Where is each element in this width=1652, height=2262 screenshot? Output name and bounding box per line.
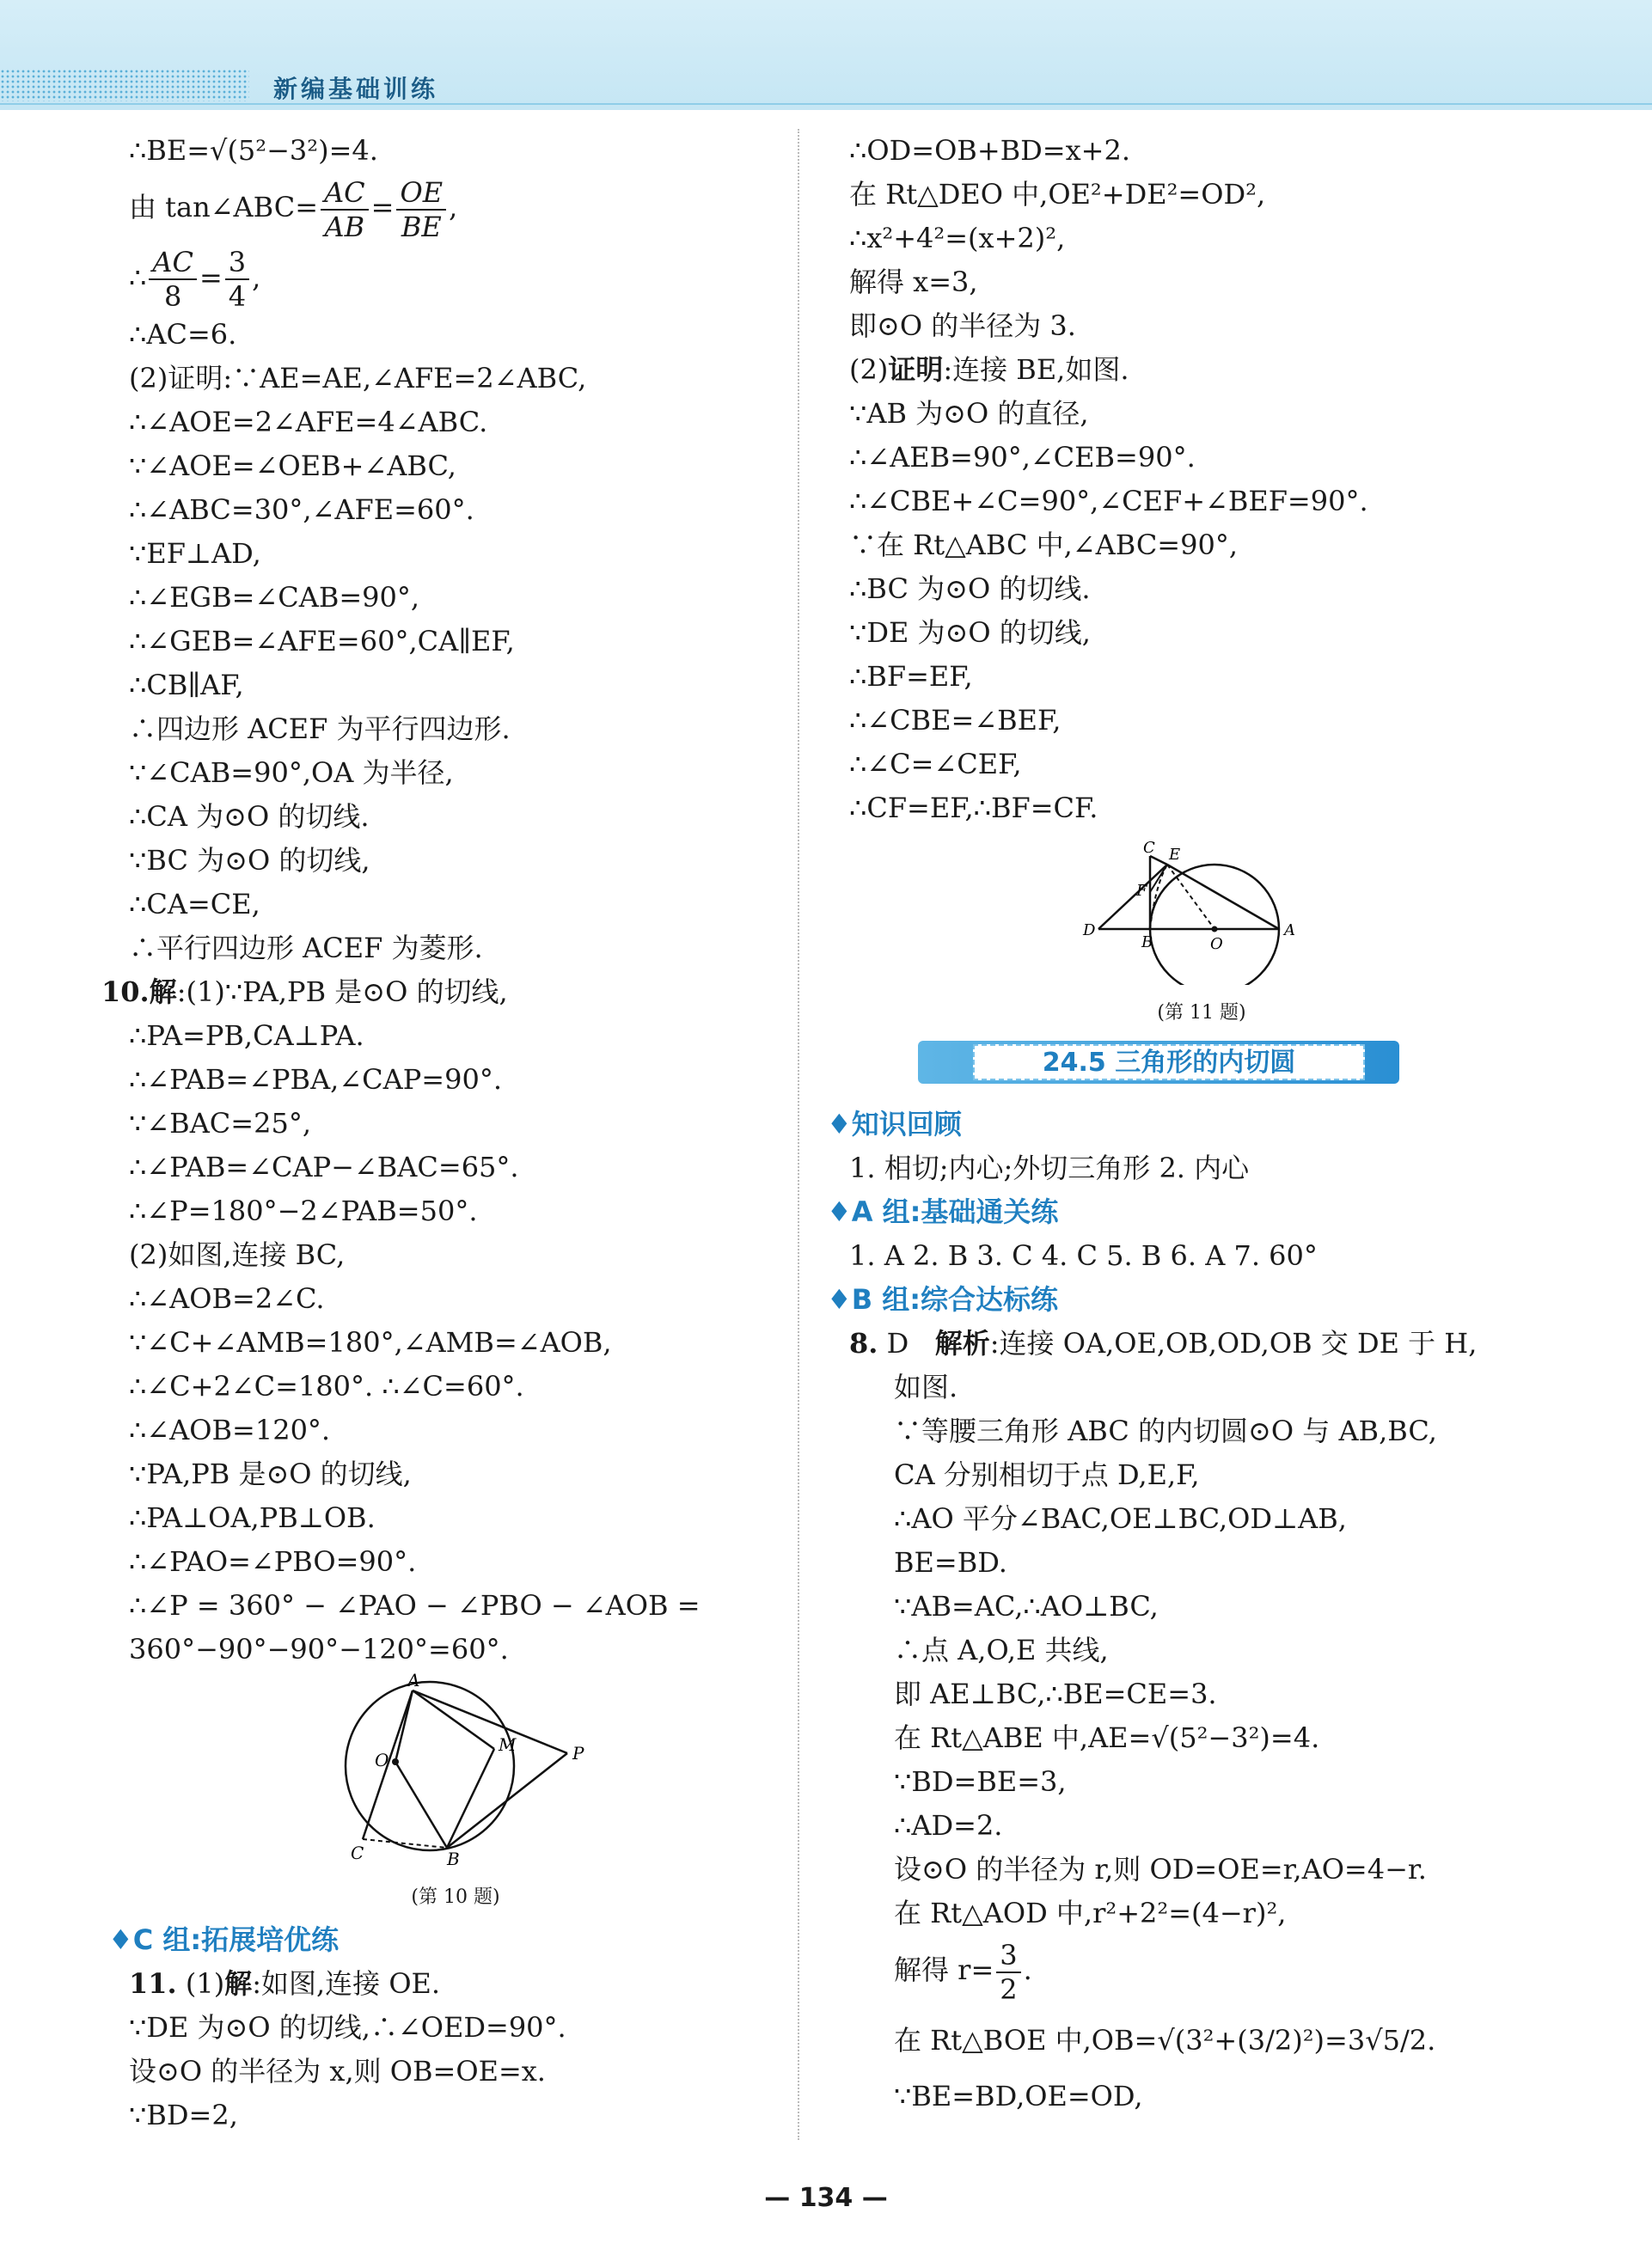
fig11-label-b: B <box>1141 933 1153 951</box>
text-segment: 解得 r= <box>894 1953 994 1986</box>
text-line: ∵BE=BD,OE=OD, <box>894 2079 1143 2112</box>
denominator: AB <box>324 210 365 243</box>
text-line: 即⊙O 的半径为 3. <box>849 309 1076 342</box>
fig11-label-f: F <box>1136 882 1147 900</box>
text-line: ∵∠C+∠AMB=180°,∠AMB=∠AOB, <box>129 1326 612 1359</box>
fig10-label-a: A <box>407 1672 420 1690</box>
text-line: ∴AC=6. <box>129 318 237 351</box>
text-line: ∴AD=2. <box>894 1809 1003 1842</box>
figure-11 <box>849 839 1554 1029</box>
figure-10-caption: (第 10 题) <box>411 1886 500 1908</box>
text-segment: :连接 OA,OE,OB,OD,OB 交 DE 于 H, <box>989 1327 1478 1360</box>
text-line: ∴OD=OB+BD=x+2. <box>849 134 1130 167</box>
figure-11-diagram <box>1073 839 1331 985</box>
text-line-fraction: 解得 r= $\frac{3}{2}$ . <box>894 1938 1032 2006</box>
text-line: ∴∠C=∠CEF, <box>849 748 1022 780</box>
page-header <box>0 0 1652 110</box>
text-line: ∴∠AOE=2∠AFE=4∠ABC. <box>129 406 488 438</box>
fraction <box>396 176 446 243</box>
text-line: ∴AO 平分∠BAC,OE⊥BC,OD⊥AB, <box>894 1502 1347 1535</box>
header-rule <box>0 103 1652 105</box>
fig10-label-b: B <box>447 1849 460 1869</box>
text-line: 设⊙O 的半径为 x,则 OB=OE=x. <box>129 2055 546 2088</box>
text-line: ∴CA=CE, <box>129 888 260 920</box>
fig10-label-m: M <box>499 1734 517 1755</box>
fig11-label-c: C <box>1143 839 1155 857</box>
text-line: CA 分别相切于点 D,E,F, <box>894 1458 1200 1491</box>
text-line: 解得 x=3, <box>849 266 978 298</box>
question-number: 8. <box>849 1327 878 1360</box>
text-line: 即 AE⊥BC,∴BE=CE=3. <box>894 1678 1217 1710</box>
column-divider <box>798 129 799 2140</box>
fraction <box>321 176 369 243</box>
analysis-label: 解析 <box>934 1327 990 1360</box>
page-number: — 134 — <box>764 2183 888 2213</box>
text-line: ∵BD=2, <box>129 2099 238 2131</box>
text-line: ∴BE=√(5²−3²)=4. <box>129 134 378 167</box>
text-line-fraction: ∴ $\frac{AC}{8}$ = $\frac{3}{4}$ , <box>129 246 261 313</box>
fig10-label-o: O <box>375 1750 389 1770</box>
text-line: 在 Rt△ABE 中,AE=√(5²−3²)=4. <box>894 1721 1320 1754</box>
text-line: ∵∠BAC=25°, <box>129 1107 311 1140</box>
text-line: ∴PA⊥OA,PB⊥OB. <box>129 1501 376 1534</box>
denominator: 2 <box>1000 1972 1018 2006</box>
text-line: ∴平行四边形 ACEF 为菱形. <box>129 932 483 964</box>
fig11-label-d: D <box>1083 921 1096 939</box>
text-line: 如图. <box>894 1371 958 1403</box>
text-segment: 由 tan∠ABC= <box>129 191 319 223</box>
text-line: ∴∠AEB=90°,∠CEB=90°. <box>849 441 1196 474</box>
fig11-label-e: E <box>1169 846 1181 864</box>
numerator: AC <box>321 176 369 211</box>
answer-line: 1. A 2. B 3. C 4. C 5. B 6. A 7. 60° <box>849 1239 1318 1272</box>
section-heading-review: ♦知识回顾 <box>827 1108 962 1140</box>
text-line: ∵AB 为⊙O 的直径, <box>849 397 1089 430</box>
text-line: (2)如图,连接 BC, <box>129 1238 346 1271</box>
section-heading-a: ♦A 组:基础通关练 <box>827 1195 1059 1228</box>
fraction <box>996 1939 1020 2006</box>
page-number-value: 134 <box>798 2183 854 2213</box>
text-line: ∵∠AOE=∠OEB+∠ABC, <box>129 449 456 482</box>
text-segment: (2) <box>849 353 889 386</box>
numerator: 3 <box>996 1939 1020 1973</box>
solution-label: 解 <box>149 975 177 1008</box>
text-line: ∵AB=AC,∴AO⊥BC, <box>894 1590 1159 1623</box>
text-line: ∴∠GEB=∠AFE=60°,CA∥EF, <box>129 625 515 657</box>
text-line: ∴BF=EF, <box>849 660 973 693</box>
text-line: ∴CF=EF,∴BF=CF. <box>849 792 1098 824</box>
text-line: ∴∠PAB=∠PBA,∠CAP=90°. <box>129 1063 502 1096</box>
section-banner-title: 24.5 三角形的内切圆 <box>973 1044 1365 1080</box>
text-line-fraction: 由 tan∠ABC= $\frac{AC}{AB}$ = $\frac{OE}{BE}$ , <box>129 175 458 243</box>
text-segment: (1) <box>185 1967 225 2000</box>
text-line: ∵EF⊥AD, <box>129 537 261 570</box>
text-line: 在 Rt△DEO 中,OE²+DE²=OD², <box>849 178 1266 211</box>
text-line: ∴∠ABC=30°,∠AFE=60°. <box>129 493 474 526</box>
numerator: AC <box>149 246 197 280</box>
text-line: ∴∠C+2∠C=180°. ∴∠C=60°. <box>129 1370 524 1403</box>
answer-line: 1. 相切;内心;外切三角形 2. 内心 <box>849 1152 1250 1184</box>
fig10-label-c: C <box>351 1843 364 1863</box>
fig10-label-p: P <box>572 1743 584 1764</box>
header-title: 新编基础训练 <box>273 75 439 103</box>
question-number: 11. <box>129 1967 177 2000</box>
text-segment: 在 Rt△BOE 中,OB= <box>894 2023 1158 2057</box>
text-line: ∴∠AOB=120°. <box>129 1414 331 1446</box>
text-line: ∴四边形 ACEF 为平行四边形. <box>129 712 511 745</box>
denominator: 4 <box>228 280 247 313</box>
text-line: ∴∠PAO=∠PBO=90°. <box>129 1545 417 1578</box>
figure-11-caption: (第 11 题) <box>1157 1002 1246 1024</box>
text-line: ∴点 A,O,E 共线, <box>894 1634 1109 1666</box>
text-line: 360°−90°−90°−120°=60°. <box>129 1633 509 1666</box>
text-line: ∵等腰三角形 ABC 的内切圆⊙O 与 AB,BC, <box>894 1415 1437 1447</box>
text-line: ∴BC 为⊙O 的切线. <box>849 572 1091 605</box>
text-line: ∴x²+4²=(x+2)², <box>849 222 1066 254</box>
denominator: 8 <box>163 280 182 313</box>
fig11-label-a: A <box>1284 921 1295 939</box>
text-line: ∴CB∥AF, <box>129 669 244 701</box>
text-line: ∴∠P = 360° − ∠PAO − ∠PBO − ∠AOB = <box>129 1589 701 1622</box>
numerator: OE <box>396 176 446 211</box>
section-heading-b: ♦B 组:综合达标练 <box>827 1283 1059 1316</box>
question-8-header <box>849 1322 1554 1366</box>
text-segment: :(1)∵PA,PB 是⊙O 的切线, <box>176 975 508 1008</box>
text-line: ∴∠P=180°−2∠PAB=50°. <box>129 1195 478 1227</box>
text-line: (2)证明:∵AE=AE,∠AFE=2∠ABC, <box>129 362 587 394</box>
question-10-header <box>101 970 782 1014</box>
text-line: 设⊙O 的半径为 r,则 OD=OE=r,AO=4−r. <box>894 1853 1427 1886</box>
left-column <box>101 129 782 2137</box>
text-line: ∵BD=BE=3, <box>894 1765 1067 1798</box>
text-line: BE=BD. <box>894 1546 1007 1579</box>
text-line: ∴CA 为⊙O 的切线. <box>129 800 370 833</box>
text-line: ∴∠AOB=2∠C. <box>129 1282 325 1315</box>
proof-label: 证明 <box>888 353 944 386</box>
text-segment: :连接 BE,如图. <box>943 353 1129 386</box>
text-line: ∴∠CBE=∠BEF, <box>849 704 1062 737</box>
header-dot-pattern <box>0 69 249 101</box>
text-line: ∵DE 为⊙O 的切线, <box>849 616 1091 649</box>
text-segment: ∴ <box>129 260 147 294</box>
right-column <box>827 129 1554 2118</box>
numerator: 3 <box>225 246 249 280</box>
answer-choice: D <box>886 1327 909 1360</box>
text-line: ∴∠PAB=∠CAP−∠BAC=65°. <box>129 1151 519 1183</box>
text-line: ∵PA,PB 是⊙O 的切线, <box>129 1458 412 1490</box>
solution-label: 解 <box>224 1967 253 2000</box>
text-line: ∵BC 为⊙O 的切线, <box>129 844 370 877</box>
text-line: ∵在 Rt△ABC 中,∠ABC=90°, <box>849 529 1239 561</box>
figure-10-diagram <box>318 1672 593 1869</box>
text-line: ∵∠CAB=90°,OA 为半径, <box>129 756 454 789</box>
fraction <box>149 246 197 313</box>
math-expression: √(3²+(3/2)²)=3√5/2. <box>1157 2023 1436 2057</box>
fraction <box>225 246 249 313</box>
question-11-header <box>129 1962 782 2006</box>
text-line: ∴PA=PB,CA⊥PA. <box>129 1019 364 1052</box>
section-banner <box>918 1041 1399 1084</box>
proof-header <box>849 348 1554 392</box>
text-line: ∴∠CBE+∠C=90°,∠CEF+∠BEF=90°. <box>849 485 1368 517</box>
text-line: ∴∠EGB=∠CAB=90°, <box>129 581 420 614</box>
question-number: 10. <box>101 975 150 1008</box>
figure-10 <box>129 1672 782 1913</box>
text-line <box>849 2006 1554 2075</box>
text-line: 在 Rt△AOD 中,r²+2²=(4−r)², <box>894 1897 1287 1929</box>
text-segment: :如图,连接 OE. <box>252 1967 441 2000</box>
fig11-label-o: O <box>1210 935 1223 953</box>
denominator: BE <box>401 210 442 243</box>
text-line: ∵DE 为⊙O 的切线,∴∠OED=90°. <box>129 2011 566 2044</box>
section-heading-c: ♦C 组:拓展培优练 <box>108 1923 340 1956</box>
